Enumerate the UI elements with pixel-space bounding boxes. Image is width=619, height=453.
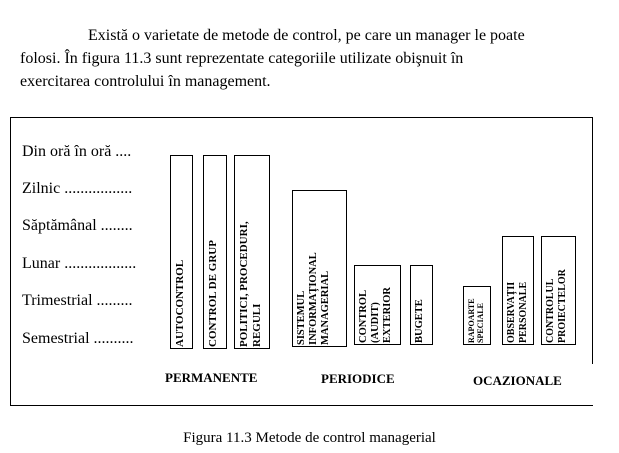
method-bar-label-line: EXTERIOR — [382, 286, 394, 343]
method-bar-label-line: PROIECTELOR — [556, 269, 568, 343]
method-bar-label — [467, 298, 485, 343]
method-bar-4 — [292, 190, 347, 347]
method-bar-label-line: (AUDIT) — [370, 302, 382, 343]
frequency-label-weekly: Săptămânal ........ — [22, 217, 133, 234]
method-bar-label-line: INFORMAŢIONAL — [308, 252, 320, 345]
intro-paragraph — [20, 24, 598, 93]
intro-line-2: folosi. În figura 11.3 sunt reprezentate categoriile utilizate obişnuit în — [20, 50, 464, 67]
method-bar-label-line: AUTOCONTROL — [174, 259, 186, 347]
method-bar-label-line: BUGETE — [414, 299, 425, 343]
method-bar-6 — [410, 265, 433, 345]
method-bar-label — [358, 287, 394, 343]
method-bar-label-line: CONTROL — [358, 289, 369, 343]
method-bar-label — [207, 240, 220, 347]
intro-line-3: exercitarea controlului în management. — [20, 73, 271, 90]
figure-frame-top — [10, 117, 593, 118]
group-label-permanente: PERMANENTE — [165, 370, 258, 385]
method-bar-3 — [234, 155, 270, 349]
method-bar-label-line: MANAGERIAL — [320, 270, 332, 345]
group-label-periodice: PERIODICE — [321, 371, 395, 386]
method-bar-label-line: PERSONALE — [517, 281, 529, 343]
frequency-label-monthly: Lunar .................. — [22, 255, 137, 272]
method-bar-2 — [203, 155, 227, 349]
figure-frame-right — [592, 117, 593, 364]
intro-line-1: Există o varietate de metode de control, pe care un manager le poate — [88, 27, 525, 44]
method-bar-label — [545, 269, 568, 343]
method-bar-label-line: RAPOARTE — [467, 298, 476, 343]
method-bar-label-line: CONTROLUL — [545, 278, 556, 343]
method-bar-9 — [541, 236, 576, 345]
frequency-label-daily: Zilnic ................. — [22, 180, 133, 197]
method-bar-label — [506, 282, 529, 343]
method-bar-label — [238, 221, 263, 347]
method-bar-1 — [170, 155, 193, 349]
frequency-label-quarterly: Trimestrial ......... — [22, 292, 133, 309]
method-bar-label-line: CONTROL DE GRUP — [207, 240, 219, 347]
method-bar-label-line: SPECIALE — [476, 302, 486, 343]
group-label-ocazionale: OCAZIONALE — [473, 373, 562, 388]
method-bar-label-line: POLITICI, PROCEDURI, — [238, 221, 250, 347]
method-bar-label-line: SISTEMUL — [296, 290, 307, 345]
method-bar-label — [414, 299, 426, 343]
method-bar-label-line: REGULI — [250, 303, 263, 347]
method-bar-7 — [463, 286, 491, 345]
frequency-label-semiannual: Semestrial .......... — [22, 330, 134, 347]
frequency-label-hourly: Din oră în oră .... — [22, 143, 132, 160]
figure-caption: Figura 11.3 Metode de control managerial — [183, 430, 436, 446]
method-bar-5 — [354, 265, 401, 345]
method-bar-label — [296, 252, 332, 345]
method-bar-label — [174, 260, 187, 347]
method-bar-8 — [502, 236, 534, 345]
method-bar-label-line: OBSERVAŢII — [506, 281, 517, 343]
